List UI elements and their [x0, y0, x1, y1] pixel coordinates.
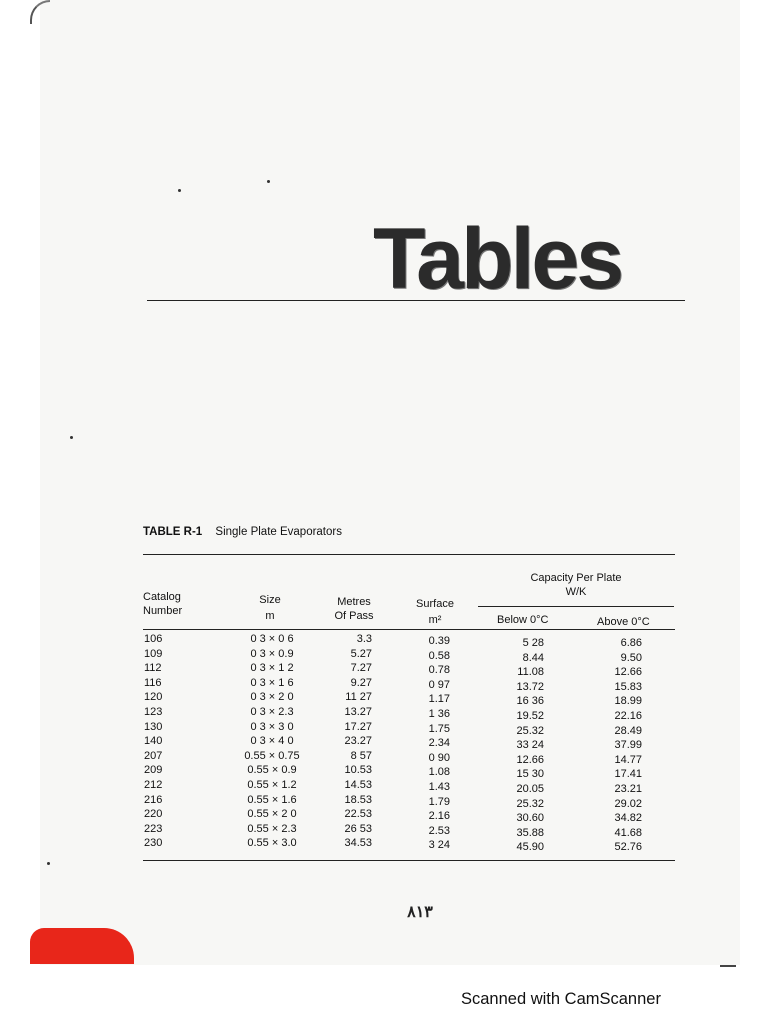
scanner-watermark: Scanned with CamScanner — [461, 990, 661, 1008]
table-cell-below: 8.44 — [522, 651, 544, 664]
header-surface — [412, 597, 458, 627]
table-cell-below: 5 28 — [522, 637, 544, 649]
page-corner-curl — [30, 0, 50, 24]
table-cell-below: 30.60 — [516, 812, 544, 825]
table-cell-surface: 2.34 — [428, 737, 450, 750]
table-cell-metres: 3.3 — [356, 633, 372, 645]
table-cell-above: 18.99 — [614, 695, 642, 708]
table-cell-catalog: 106 — [144, 633, 163, 645]
header-catalog-line1: Catalog — [143, 591, 181, 603]
table-cell-above: 22.16 — [614, 709, 642, 722]
table-cell-size: 0.55 × 1.2 — [247, 778, 297, 791]
table-cell-metres: 34.53 — [344, 837, 372, 850]
table-cell-size: 0.55 × 2.3 — [247, 822, 297, 835]
table-cell-surface: 0.78 — [428, 664, 450, 677]
table-cell-size: 0 3 × 0.9 — [250, 647, 294, 660]
table-cell-metres: 26 53 — [344, 822, 372, 835]
table-cell-below: 13.72 — [516, 680, 544, 693]
chapter-heading: Tables — [373, 211, 622, 307]
table-cell-catalog: 120 — [144, 691, 163, 704]
table-cell-size: 0 3 × 1 2 — [250, 662, 294, 675]
table-cell-surface: 1.75 — [428, 722, 450, 735]
table-cell-catalog: 109 — [144, 647, 163, 660]
table-cell-metres: 5.27 — [350, 647, 372, 660]
header-metres-line2: Of Pass — [334, 610, 374, 622]
table-cell-catalog: 116 — [144, 676, 162, 689]
table-cell-catalog: 140 — [144, 735, 163, 748]
table-cell-surface: 0 97 — [428, 678, 450, 691]
table-cell-surface: 1.17 — [428, 693, 450, 706]
table-cell-catalog: 220 — [144, 808, 163, 821]
header-metres-line1: Metres — [337, 596, 371, 608]
table-cell-below: 11.08 — [517, 666, 544, 679]
table-cell-catalog: 207 — [144, 749, 163, 762]
header-capacity-line1: Capacity Per Plate — [530, 572, 622, 584]
table-cell-below: 45.90 — [516, 841, 544, 854]
column-size — [236, 632, 308, 851]
header-catalog-line2: Number — [143, 605, 183, 617]
table-cell-size: 0.55 × 0.75 — [244, 749, 300, 762]
finger-in-frame — [30, 928, 134, 964]
table-cell-above: 41.68 — [614, 826, 642, 839]
header-above-zero: Above 0°C — [597, 616, 650, 628]
table-cell-surface: 1.79 — [428, 795, 450, 808]
header-capacity-line2: W/K — [565, 586, 587, 598]
table-cell-metres: 22.53 — [344, 808, 372, 821]
table-cell-size: 0 3 × 3 0 — [250, 720, 294, 733]
table-cell-catalog: 112 — [144, 662, 162, 675]
table-cell-below: 12.66 — [516, 753, 544, 766]
table-cell-surface: 0 90 — [428, 751, 450, 764]
table-cell-metres: 17.27 — [344, 720, 372, 733]
speck — [267, 180, 270, 183]
table-cell-size: 0.55 × 1.6 — [247, 793, 297, 806]
table-cell-below: 25.32 — [516, 724, 544, 737]
heading-rule — [147, 300, 685, 301]
header-below-zero: Below 0°C — [497, 614, 549, 626]
table-top-rule — [143, 554, 675, 555]
table-bottom-rule — [143, 860, 675, 861]
table-caption — [143, 526, 342, 538]
table-cell-above: 52.76 — [614, 841, 642, 854]
table-cell-catalog: 123 — [144, 705, 163, 718]
table-cell-surface: 0.58 — [428, 649, 450, 662]
column-catalog-number — [144, 632, 162, 851]
table-cell-surface: 0.39 — [428, 635, 450, 647]
table-label: TABLE R-1 — [143, 526, 203, 538]
table-cell-above: 12.66 — [614, 666, 642, 679]
table-cell-metres: 10.53 — [344, 764, 372, 777]
table-cell-metres: 23.27 — [344, 735, 372, 748]
table-cell-below: 25.32 — [516, 797, 544, 810]
header-size-line2: m — [265, 610, 275, 622]
header-metres-of-pass — [330, 595, 378, 623]
table-cell-catalog: 216 — [144, 793, 163, 806]
table-cell-metres: 18.53 — [344, 793, 372, 806]
speck — [178, 189, 181, 192]
table-cell-above: 9.50 — [620, 651, 642, 664]
table-title: Single Plate Evaporators — [215, 526, 342, 538]
table-cell-surface: 1.43 — [428, 780, 450, 793]
header-capacity-per-plate — [500, 571, 652, 599]
table-cell-size: 0 3 × 1 6 — [250, 676, 294, 689]
table-cell-catalog: 230 — [144, 837, 163, 850]
header-bottom-rule — [143, 629, 675, 630]
column-surface — [410, 634, 450, 853]
header-surface-line1: Surface — [416, 598, 454, 610]
speck — [70, 436, 73, 439]
table-cell-metres: 13.27 — [344, 705, 372, 718]
table-cell-above: 15.83 — [614, 680, 642, 693]
header-surface-line2: m² — [428, 614, 442, 626]
table-cell-size: 0 3 × 2 0 — [250, 691, 294, 704]
page-corner-edge — [720, 955, 736, 967]
table-cell-below: 33 24 — [516, 739, 544, 752]
table-cell-above: 29.02 — [614, 797, 642, 810]
header-size-line1: Size — [259, 594, 281, 606]
table-cell-above: 17.41 — [614, 768, 642, 781]
column-below-zero — [500, 636, 544, 855]
table-cell-above: 34.82 — [614, 812, 642, 825]
table-cell-metres: 7.27 — [350, 662, 372, 675]
table-cell-catalog: 209 — [144, 764, 163, 777]
header-size — [250, 593, 290, 623]
table-cell-size: 0.55 × 0.9 — [247, 764, 297, 777]
table-cell-metres: 11 27 — [345, 691, 372, 704]
table-cell-size: 0 3 × 2.3 — [250, 705, 294, 718]
table-cell-below: 19.52 — [516, 709, 544, 722]
table-cell-size: 0 3 × 4 0 — [250, 735, 294, 748]
table-cell-above: 6.86 — [620, 637, 642, 649]
table-cell-size: 0.55 × 2 0 — [247, 808, 297, 821]
table-cell-surface: 3 24 — [428, 839, 450, 852]
table-cell-catalog: 223 — [144, 822, 163, 835]
speck — [47, 862, 50, 865]
table-cell-surface: 1 36 — [428, 707, 450, 720]
table-cell-above: 37.99 — [614, 739, 642, 752]
table-cell-surface: 2.53 — [428, 824, 450, 837]
table-cell-metres: 8 57 — [350, 749, 372, 762]
page-number: ۸۱۳ — [407, 904, 433, 921]
capacity-sub-rule — [478, 606, 674, 607]
table-cell-catalog: 212 — [144, 778, 163, 791]
table-cell-above: 14.77 — [614, 753, 642, 766]
table-cell-below: 20.05 — [516, 782, 544, 795]
header-catalog-number — [143, 590, 182, 618]
column-metres-of-pass — [320, 632, 372, 851]
table-cell-catalog: 130 — [144, 720, 163, 733]
table-cell-metres: 14.53 — [344, 778, 372, 791]
table-cell-surface: 1.08 — [428, 766, 450, 779]
table-cell-metres: 9.27 — [350, 676, 372, 689]
table-cell-surface: 2.16 — [428, 810, 450, 823]
table-cell-size: 0 3 × 0 6 — [250, 633, 294, 645]
table-cell-above: 28.49 — [614, 724, 642, 737]
table-cell-below: 35.88 — [516, 826, 544, 839]
table-cell-below: 16 36 — [516, 695, 544, 708]
table-cell-size: 0.55 × 3.0 — [247, 837, 297, 850]
table-cell-above: 23.21 — [614, 782, 642, 795]
table-cell-below: 15 30 — [516, 768, 544, 781]
column-above-zero — [600, 636, 642, 855]
